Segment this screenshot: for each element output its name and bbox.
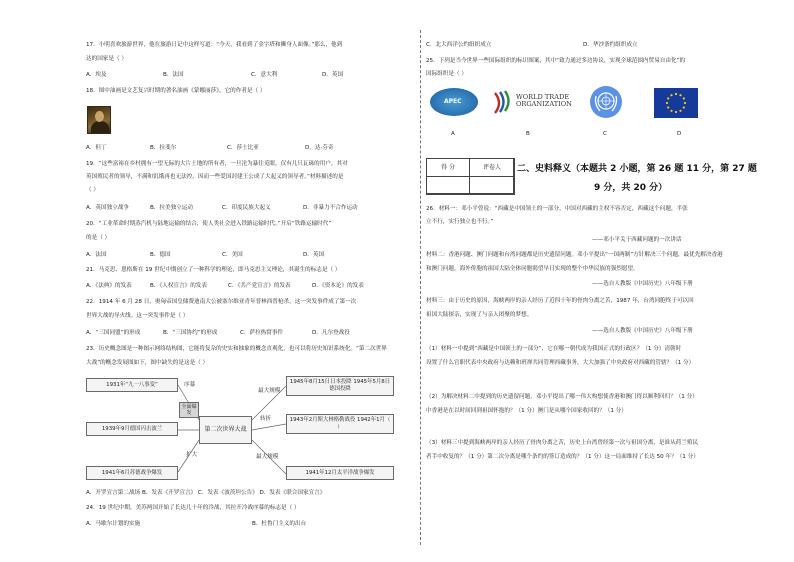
un-emblem-icon: [590, 86, 622, 118]
q23-text-line1: 23．历史概念图是一种图示网络结构图，它能将复杂的史实和抽象的概念直观化，也可以将历史知识系统化。“第二次世界: [86, 346, 387, 352]
q22-text-line1: 22．1914 年 6 月 28 日，奥匈帝国皇储费迪南大公被塞尔维亚青年普林西普枪杀，这一突发事件成了第一次: [86, 299, 357, 305]
q26-material3-line2: 祖国大陆探亲，实现了与亲人团聚的梦想。: [426, 312, 533, 318]
section-title-line1: 二、史料释义（本题共 2 小题，第 26 题 11 分，第 27 题: [517, 164, 757, 174]
q22-option-b[interactable]: B．“三国协约”的形成: [163, 330, 218, 336]
q25-option-b[interactable]: B: [526, 131, 530, 137]
q19-text-line3: （ ）: [86, 187, 99, 193]
q21-option-d[interactable]: D．《资本论》的发表: [312, 283, 364, 289]
q21-option-c[interactable]: C．《共产党宣言》的发表: [228, 283, 291, 289]
wto-text-line2: ORGANIZATION: [516, 100, 572, 109]
q19-option-a[interactable]: A．英国独立战争: [86, 205, 129, 211]
mona-lisa-painting: [87, 106, 111, 134]
wto-logo-icon[interactable]: [492, 89, 514, 115]
q18-option-a[interactable]: A．但丁: [86, 145, 107, 151]
eu-star-icon: [683, 97, 685, 99]
q20-option-c[interactable]: C．美国: [222, 252, 243, 258]
grader-blank[interactable]: [469, 176, 515, 195]
q20-option-a[interactable]: A．法国: [86, 252, 107, 258]
q24-option-c[interactable]: C．北大西洋公约组织成立: [426, 42, 492, 48]
q25-option-d[interactable]: D: [677, 131, 682, 137]
q26-prompt3-line1: （3）材料三中提到海峡两岸的亲人经历了骨肉分离之苦，历史上台湾曾经第一次与祖国分离，是谁从荷兰殖民: [426, 440, 699, 446]
q22-option-d[interactable]: D．凡尔登战役: [312, 330, 350, 336]
q22-text-line2: 世界大战的导火线。这一突发事件是（ ）: [86, 313, 189, 319]
q26-material1-line2: 立不行，实行独立也不行。”: [426, 219, 494, 225]
label-expand: 扩大: [186, 452, 198, 458]
q26-source1: ——邓小平关于西藏问题的一次讲话: [592, 237, 682, 243]
q18-text-line1: 18．图中油画是文艺复兴时期的著名油画《蒙娜丽莎》，它的作者是（ ）: [86, 88, 266, 94]
score-table: [426, 158, 514, 194]
q25-option-c[interactable]: C: [603, 131, 607, 137]
q19-option-c[interactable]: C．印度民族大起义: [222, 205, 271, 211]
q25-option-a[interactable]: A: [451, 131, 455, 137]
q20-option-b[interactable]: B．德国: [150, 252, 171, 258]
q26-prompt1-line1: （1）材料一中提到“西藏是中国领土的一部分”，它在哪一朝代成为我国正式的行政区？（1 分）清朝时: [426, 346, 682, 352]
q24-option-b[interactable]: B．杜鲁门主义的出台: [252, 521, 307, 527]
q21-text-line1: 21．马克思、恩格斯在 19 世纪中期创立了一种科学的理论，即马克思主义理论，其诞生的标志是（ ）: [86, 267, 341, 273]
box-pacific-war: 1941年12月太平洋战争爆发: [286, 466, 394, 480]
eu-star-icon: [670, 94, 672, 96]
q20-text-line1: 20．“工业革命时期蒸汽机与陆地运输的结合，使人类社会进入铁路运输时代。”开启“铁路运输时代”: [86, 221, 332, 227]
q18-option-b[interactable]: B．拉斐尔: [150, 145, 177, 151]
q26-prompt1-line2: 设置了什么官职代表中央政府与达赖和班禅共同管理西藏事务，大大加强了中央政府对西藏的管辖？（1 分）: [426, 360, 695, 366]
apec-logo-text: APEC: [444, 98, 462, 105]
box-wwii-center: 第二次世界大战: [199, 416, 252, 444]
eu-star-icon: [670, 110, 672, 112]
q26-material3-line1: 材料三：由于历史的原因，海峡两岸的亲人经历了近四十年的骨肉分离之苦，1987 年，台湾同胞终于可以回: [426, 298, 694, 304]
eu-star-icon: [666, 102, 668, 104]
eu-star-icon: [679, 94, 681, 96]
q26-prompt2-line2: 中香港是在以时间回到祖国怀抱的？（1 分）澳门是从哪个国家收回的？（1 分）: [426, 408, 627, 414]
q20-option-d[interactable]: D．英国: [303, 252, 325, 258]
q24-text-line1: 24．19 世纪中期，美苏两国开始了长达几十年的冷战，其拉开冷战序幕的标志是（ ）: [86, 505, 300, 511]
q25-text-line2: 国际组织是（ ）: [426, 71, 467, 77]
eu-star-icon: [684, 102, 686, 104]
q25-text-line1: 25．下列是当今世界一些国际组织的标识图案，其中“致力通过多边协议，实现全球范围内贸易自由化”的: [426, 58, 686, 64]
q26-prompt2-line1: （2）为解决材料二中提到的历史遗留问题，邓小平提出了哪一伟大构想使香港和澳门得以顺利回归？（1 分）: [426, 394, 698, 400]
eu-star-icon: [679, 110, 681, 112]
q20-text-line2: 的是（ ）: [86, 235, 111, 241]
column-divider: [420, 30, 421, 545]
eu-star-icon: [667, 106, 669, 108]
eu-stars-icon: [654, 88, 698, 118]
q26-material1-line1: 26．材料一：邓小平曾说：“西藏是中国领土的一部分，中国对西藏的主权不容否定，西藏这个问题，半张: [426, 206, 688, 212]
q17-text-line2: 达的国家是（ ）: [86, 56, 127, 62]
q26-material2-line2: 和澳门问题，海外侨胞的祖国大陆全体同胞渴望早日实现的整个中华民族的强烈愿望。: [426, 266, 639, 272]
q17-option-a[interactable]: A．埃及: [86, 72, 107, 78]
q24-option-d[interactable]: D．华沙条约组织成立: [583, 42, 638, 48]
apec-logo[interactable]: [430, 88, 478, 116]
label-turning-point: 转折: [260, 416, 272, 422]
grader-label: 评卷人: [469, 158, 515, 177]
un-logo[interactable]: [590, 86, 622, 118]
label-end: 最大规模: [258, 388, 281, 394]
q19-text-line2: 英国殖民者的领导，不满和饥饿再也无法控，因而一些爱国封建王公成了大起义的领导者。”材料描述的是: [86, 174, 344, 180]
q23-text-line2: 大战”的概念发展图如下，图中缺失的是这是（ ）: [86, 360, 209, 366]
score-label: 得 分: [426, 158, 470, 177]
q26-prompt3-line2: 者手中收复的？（1 分）第二次分离是哪个条约的签订造成的？（1 分）这一局面维持了长达 50 年？（1 分）: [426, 454, 699, 460]
q18-option-d[interactable]: D．达·芬奇: [305, 145, 334, 151]
label-prelude: 序幕: [184, 382, 196, 388]
q22-option-c[interactable]: C．萨拉热窝事件: [240, 330, 284, 336]
section-title-line2: 9 分，共 20 分）: [594, 183, 668, 193]
eu-star-icon: [667, 97, 669, 99]
q26-source3: ——选自人教版《中国历史》八年级下册: [592, 328, 693, 334]
eu-star-icon: [675, 111, 677, 113]
score-blank[interactable]: [426, 176, 470, 195]
box-mukden-incident: 1931年“九一八事变”: [86, 378, 178, 392]
q21-option-a[interactable]: A．《法典》的发表: [86, 283, 132, 289]
box-soviet-german-war: 1941年6月苏德战争爆发: [86, 466, 178, 480]
wto-logo-text: [516, 94, 572, 109]
q19-text-line1: 19．“这些富裕在乡村拥有一望无际的大片土地的所有者，一旦沦为暴往觅眼，仅有几只瓦砾的用户，其对: [86, 161, 348, 167]
wwii-concept-diagram: [86, 374, 404, 484]
label-largest-scale: 最大规模: [256, 454, 279, 460]
box-stalingrad: 1943年2月斯大林格勒战役 1942年1月（ ）: [286, 414, 394, 434]
q19-option-d[interactable]: D．非暴力不合作运动: [303, 205, 358, 211]
box-invasion-of-poland: 1939年9月德国闪击波兰: [86, 422, 178, 436]
label-full-outbreak: 全面爆发: [179, 402, 199, 418]
q17-option-b[interactable]: B．法国: [163, 72, 184, 78]
q24-option-a[interactable]: A．马歇尔计划的实施: [86, 521, 141, 527]
q22-option-a[interactable]: A．“三国同盟”的形成: [86, 330, 141, 336]
wto-text-line1: WORLD TRADE: [516, 93, 570, 101]
q26-source2: ——选自人教版《中国历史》八年级下册: [592, 281, 693, 287]
q19-option-b[interactable]: B．拉美独立运动: [150, 205, 193, 211]
eu-star-icon: [675, 93, 677, 95]
q17-option-d[interactable]: D．英国: [322, 72, 344, 78]
eu-star-icon: [683, 106, 685, 108]
q18-option-c[interactable]: C．莎士比亚: [227, 145, 259, 151]
eu-flag-logo[interactable]: [654, 88, 698, 118]
q23-options[interactable]: A．开罗宣言第二战场 B．发表《开罗宣言》 C．发表《波茨坦公告》 D．发表《联合国家宣言》: [86, 490, 326, 496]
q17-option-c[interactable]: C．意大利: [251, 72, 278, 78]
q21-option-b[interactable]: B．《人权宣言》的发表: [150, 283, 207, 289]
box-surrender: 1945年8月15日日本投降 1945年5月8日德国投降: [286, 376, 394, 396]
q26-material2-line1: 材料二：香港问题、澳门问题和台湾问题都是历史遗留问题。邓小平提出“一国两制”方针解决三个问题，最优先解决香港: [426, 252, 723, 258]
q17-text-line1: 17．小明喜欢旅游世界，他在旅游日记中这样写道：“今天，我看到了金字塔和狮身人面像。”那么，他到: [86, 42, 343, 48]
